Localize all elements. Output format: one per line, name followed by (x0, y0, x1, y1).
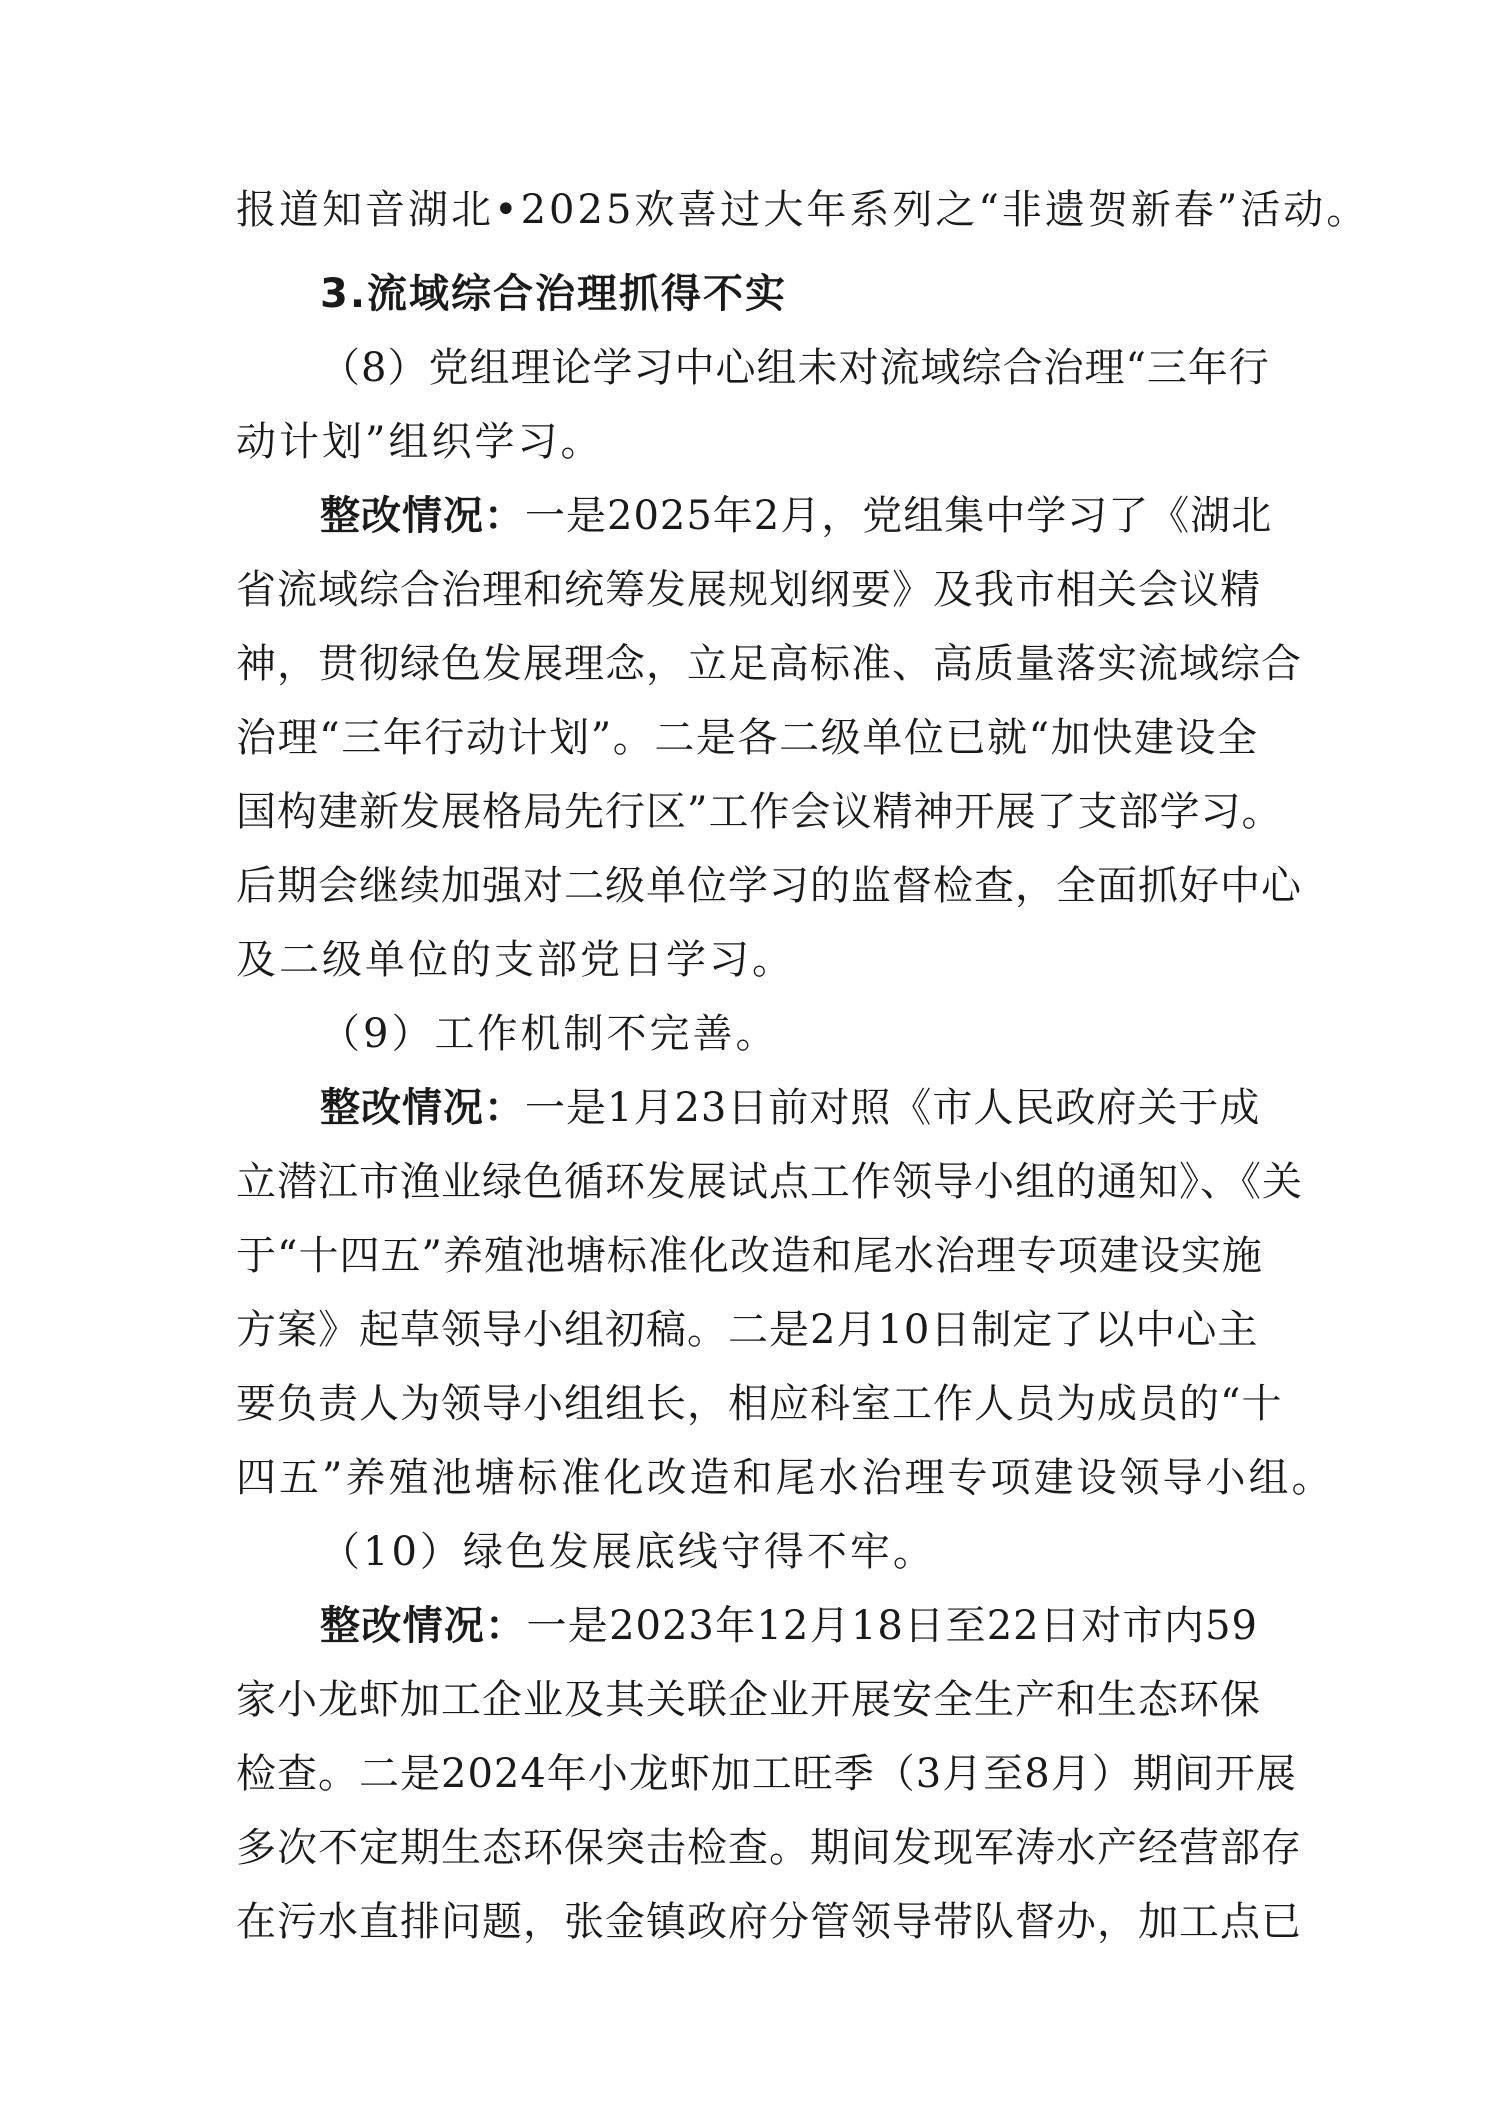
paragraph-line: 神，贯彻绿色发展理念，立足高标准、高质量落实流域综合 (236, 641, 1302, 687)
rectification-text: 一是2025年2月，党组集中学习了《湖北 (525, 493, 1273, 539)
rectification-9-first-line (320, 1082, 1261, 1134)
problem-item-8: （8）党组理论学习中心组未对流域综合治理“三年行 (320, 345, 1270, 391)
rectification-text: 一是2023年12月18日至22日对市内59 (526, 1603, 1259, 1649)
paragraph-line: 多次不定期生态环保突击检查。期间发现军涛水产经营部存 (236, 1825, 1302, 1871)
rectification-8-first-line (320, 490, 1273, 542)
paragraph-line: 省流域综合治理和统筹发展规划纲要》及我市相关会议精 (236, 567, 1261, 613)
paragraph-line: 立潜江市渔业绿色循环发展试点工作领导小组的通知》、《关 (236, 1159, 1303, 1205)
problem-item-9: （9）工作机制不完善。 (320, 1011, 779, 1057)
paragraph-line: 在污水直排问题，张金镇政府分管领导带队督办，加工点已 (236, 1899, 1302, 1945)
rectification-label: 整改情况： (320, 493, 525, 539)
rectification-10-first-line (320, 1600, 1258, 1652)
paragraph-line: 动计划”组织学习。 (236, 419, 604, 465)
paragraph-line: 国构建新发展格局先行区”工作会议精神开展了支部学习。 (236, 789, 1283, 835)
paragraph-line: 于“十四五”养殖池塘标准化改造和尾水治理专项建设实施 (236, 1233, 1263, 1279)
paragraph-line: 检查。二是2024年小龙虾加工旺季（3月至8月）期间开展 (236, 1751, 1297, 1797)
paragraph-line: 治理“三年行动计划”。二是各二级单位已就“加快建设全 (236, 715, 1258, 761)
problem-item-10: （10）绿色发展底线守得不牢。 (320, 1529, 936, 1575)
rectification-text: 一是1月23日前对照《市人民政府关于成 (525, 1085, 1261, 1131)
rectification-label: 整改情况： (320, 1085, 525, 1131)
paragraph-line: 后期会继续加强对二级单位学习的监督检查，全面抓好中心 (236, 863, 1302, 909)
section-heading: 3.流域综合治理抓得不实 (320, 271, 788, 317)
paragraph-line: 报道知音湖北•2025欢喜过大年系列之“非遗贺新春”活动。 (236, 187, 1370, 233)
paragraph-line: 要负责人为领导小组组长，相应科室工作人员为成员的“十 (236, 1381, 1283, 1427)
paragraph-line: 方案》起草领导小组初稿。二是2月10日制定了以中心主 (236, 1307, 1259, 1353)
rectification-label: 整改情况： (320, 1603, 527, 1649)
paragraph-line: 及二级单位的支部党日学习。 (236, 937, 795, 983)
paragraph-line: 四五”养殖池塘标准化改造和尾水治理专项建设领导小组。 (236, 1455, 1335, 1501)
paragraph-line: 家小龙虾加工企业及其关联企业开展安全生产和生态环保 (236, 1677, 1261, 1723)
